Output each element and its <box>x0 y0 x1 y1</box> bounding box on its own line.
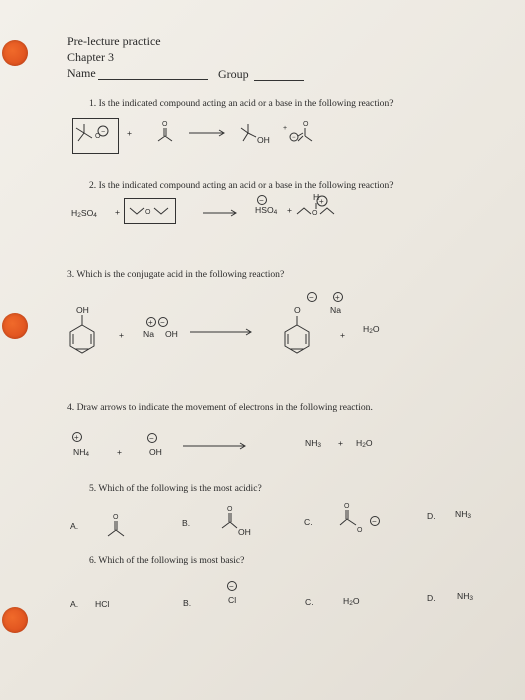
chapter-label: Chapter 3 <box>67 50 114 64</box>
svg-text:O: O <box>95 133 101 140</box>
question-3-prompt: 3. Which is the conjugate acid in the following reaction? <box>67 269 285 280</box>
q2-plus-products: + <box>287 205 293 215</box>
svg-text:O: O <box>113 514 119 521</box>
svg-text:O: O <box>145 209 151 216</box>
svg-text:+: + <box>74 433 79 442</box>
svg-text:−: − <box>309 293 314 302</box>
q3-h2o: H2O <box>363 324 380 335</box>
svg-text:O: O <box>357 527 363 534</box>
q4-plus-products: + <box>338 438 344 448</box>
svg-text:O: O <box>312 210 318 217</box>
question-1-prompt: 1. Is the indicated compound acting an acid or a base in the following reaction? <box>89 98 394 109</box>
svg-text:−: − <box>292 135 296 141</box>
q5-option-b-oh: OH <box>238 527 251 537</box>
q2-hso4: HSO4 <box>255 205 278 216</box>
q6-option-c-label: C. <box>305 597 314 607</box>
q4-nh4: NH4 <box>73 447 90 458</box>
svg-text:+: + <box>335 293 340 302</box>
q1-product-oh: OH <box>257 135 270 145</box>
q6-option-a-hcl: HCl <box>95 599 110 609</box>
q4-oh: OH <box>149 447 162 457</box>
q5-option-d-nh3: NH3 <box>455 509 472 520</box>
svg-text:−: − <box>229 582 234 591</box>
name-blank <box>98 79 208 80</box>
svg-text:O: O <box>303 121 309 128</box>
binder-hole-top <box>2 40 28 66</box>
binder-hole-bottom <box>2 607 28 633</box>
name-label: Name <box>67 66 96 80</box>
q2-h-label: H <box>313 192 320 202</box>
q6-option-d-label: D. <box>427 593 436 603</box>
q5-option-d-label: D. <box>427 511 436 521</box>
q4-nh3: NH3 <box>305 438 322 449</box>
q3-phenol-oh: OH <box>76 305 89 315</box>
q3-na: Na <box>143 329 154 339</box>
group-label: Group <box>218 67 249 81</box>
q2-h2so4: H2SO4 <box>71 208 97 219</box>
question-5-prompt: 5. Which of the following is the most acidic? <box>89 483 262 494</box>
svg-text:−: − <box>149 434 154 443</box>
worksheet-title: Pre-lecture practice <box>67 34 161 48</box>
q3-oh: OH <box>165 329 178 339</box>
svg-text:−: − <box>101 129 106 136</box>
question-2-prompt: 2. Is the indicated compound acting an acid or a base in the following reaction? <box>89 180 394 191</box>
q4-plus-reactants: + <box>117 447 123 457</box>
q5-option-c-label: C. <box>304 517 313 527</box>
svg-text:+: + <box>148 318 153 327</box>
q5-option-a-label: A. <box>70 521 79 531</box>
q3-plus-products: + <box>340 330 346 340</box>
q3-phenoxide-o: O <box>294 305 301 315</box>
q1-plus-reactants: + <box>127 128 133 138</box>
group-blank <box>254 80 304 81</box>
q6-option-c-h2o: H2O <box>343 596 360 607</box>
q6-option-a-label: A. <box>70 599 79 609</box>
svg-text:−: − <box>160 318 165 327</box>
svg-text:−: − <box>372 517 377 526</box>
svg-text:O: O <box>227 506 233 513</box>
q2-plus-reactants: + <box>115 207 121 217</box>
q6-option-d-nh3: NH3 <box>457 591 474 602</box>
q4-h2o: H2O <box>356 438 373 449</box>
svg-text:+: + <box>319 197 324 206</box>
svg-text:−: − <box>259 196 264 205</box>
q3-product-na: Na <box>330 305 341 315</box>
svg-text:O: O <box>344 503 350 510</box>
q6-option-b-cl: Cl <box>228 595 237 605</box>
q5-option-b-label: B. <box>182 518 191 528</box>
svg-text:O: O <box>162 121 168 128</box>
q3-plus-reactants: + <box>119 330 125 340</box>
question-6-prompt: 6. Which of the following is most basic? <box>89 555 245 566</box>
q1-plus-products: + <box>283 125 288 132</box>
binder-hole-middle <box>2 313 28 339</box>
question-4-prompt: 4. Draw arrows to indicate the movement of electrons in the following reaction. <box>67 402 373 413</box>
q6-option-b-label: B. <box>183 598 192 608</box>
